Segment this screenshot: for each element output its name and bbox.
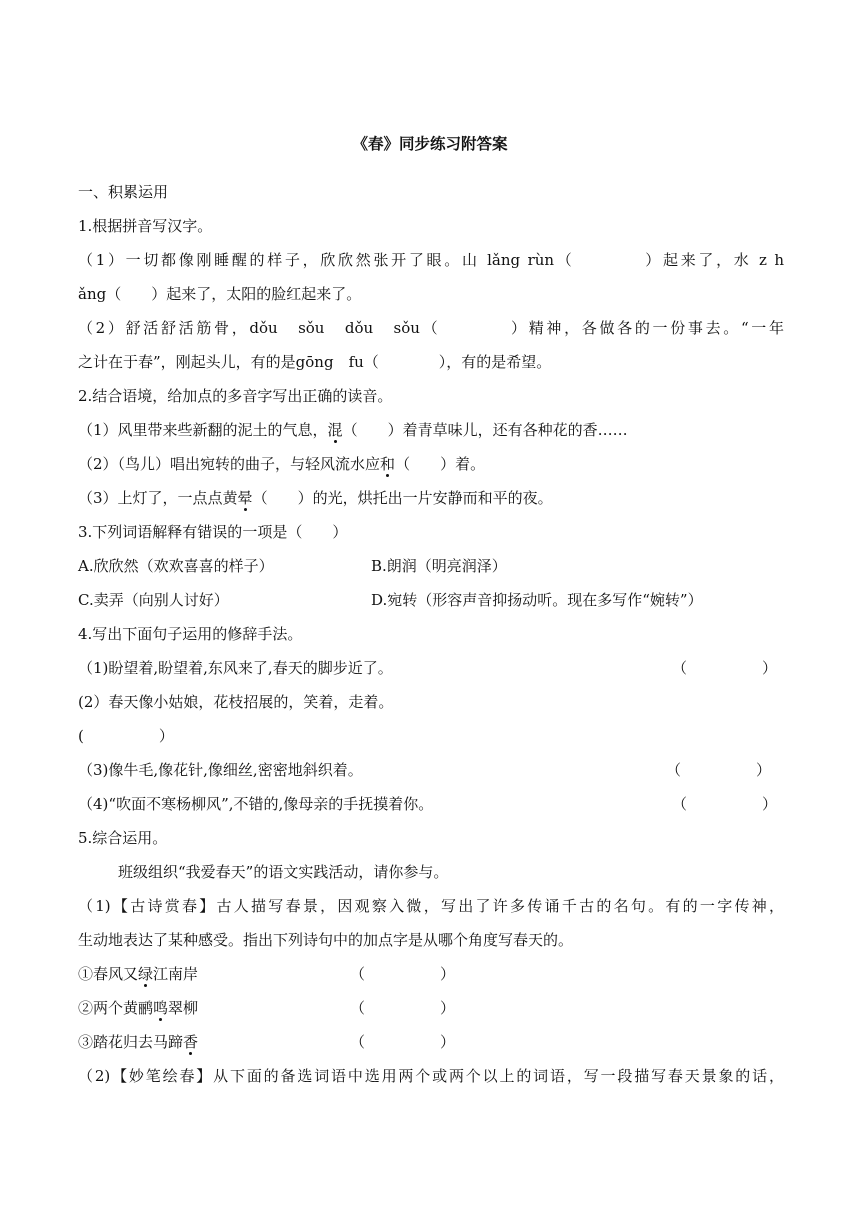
- dotted-character: 香: [183, 1033, 199, 1051]
- question-4-item-4: [78, 792, 784, 816]
- dotted-character: 混: [327, 421, 343, 439]
- poem-line-1: [78, 962, 784, 986]
- question-2-heading: 2.结合语境，给加点的多音字写出正确的读音。: [78, 387, 393, 405]
- dotted-character: 晕: [237, 489, 253, 507]
- question-5-part-1-line-1: （1)【古诗赏春】古人描写春景，因观察入微，写出了许多传诵千古的名句。有的一字传神，: [78, 897, 784, 915]
- poem-text: ①春风又: [78, 965, 139, 983]
- poem-text: ②两个黄鹂: [78, 999, 154, 1017]
- answer-blank: （ ）: [350, 1033, 456, 1051]
- question-5-heading: 5.综合运用。: [78, 829, 168, 847]
- question-1-item-2-line-1: （2）舒活舒活筋骨，dǒu sǒu dǒu sǒu（ ）精神，各做各的一份事去。“一年: [78, 319, 784, 337]
- item-text: （4)“吹面不寒杨柳风”,不错的,像母亲的手抚摸着你。: [78, 795, 434, 813]
- question-1-item-2-line-2: 之计在于春”，刚起头儿，有的是gōng fu（ ），有的是希望。: [78, 353, 552, 371]
- item-text: （3)像牛毛,像花针,像细丝,密密地斜织着。: [78, 761, 363, 779]
- question-4-item-2: (2）春天像小姑娘，花枝招展的，笑着，走着。: [78, 693, 394, 711]
- question-2-item-3: [78, 486, 784, 510]
- item-text: （ ）着青草味儿，还有各种花的香……: [342, 421, 628, 439]
- question-3-options-row-1: [78, 554, 784, 578]
- question-5-part-2-line-1: （2)【妙笔绘春】从下面的备选词语中选用两个或两个以上的词语，写一段描写春天景象的话，: [78, 1067, 784, 1085]
- option-a: A.欣欣然（欢欢喜喜的样子）: [78, 557, 274, 575]
- question-4-heading: 4.写出下面句子运用的修辞手法。: [78, 625, 303, 643]
- dotted-character: 鸣: [153, 999, 169, 1017]
- question-3-options-row-2: [78, 588, 784, 612]
- poem-text: 江南岸: [153, 965, 199, 983]
- dotted-character: 绿: [138, 965, 154, 983]
- question-1-item-1-line-2: ǎng（ ）起来了，太阳的脸红起来了。: [78, 285, 362, 303]
- poem-text: ③踏花归去马蹄: [78, 1033, 184, 1051]
- poem-line-3: [78, 1030, 784, 1054]
- question-3-heading: 3.下列词语解释有错误的一项是（ ）: [78, 523, 348, 541]
- option-c: C.卖弄（向别人讨好）: [78, 591, 229, 609]
- answer-blank: （ ）: [350, 965, 456, 983]
- answer-blank: ( ）: [78, 727, 174, 745]
- page-title: 《春》同步练习附答案: [352, 135, 508, 153]
- item-text: （2）（鸟儿）唱出宛转的曲子，与轻风流水应: [78, 455, 381, 473]
- option-b: B.朗润（明亮润泽）: [371, 557, 507, 575]
- dotted-character: 和: [380, 455, 396, 473]
- question-1-heading: 1.根据拼音写汉字。: [78, 217, 213, 235]
- poem-line-2: [78, 996, 784, 1020]
- item-text: （3）上灯了，一点点黄: [78, 489, 238, 507]
- item-text: （1）风里带来些新翻的泥土的气息，: [78, 421, 328, 439]
- item-text: （ ）着。: [395, 455, 486, 473]
- question-5-part-1-line-2: 生动地表达了某种感受。指出下列诗句中的加点字是从哪个角度写春天的。: [78, 931, 574, 949]
- answer-blank: （ ）: [666, 761, 772, 779]
- section-heading: 一、积累运用: [78, 183, 169, 201]
- answer-blank: （ ）: [672, 795, 778, 813]
- item-text: （1)盼望着,盼望着,东风来了,春天的脚步近了。: [78, 659, 393, 677]
- question-4-item-1: [78, 656, 784, 680]
- question-1-item-1-line-1: （1）一切都像刚睡醒的样子，欣欣然张开了眼。山 lǎng rùn（ ）起来了，水 z h: [78, 251, 784, 269]
- answer-blank: （ ）: [350, 999, 456, 1017]
- item-text: （ ）的光，烘托出一片安静而和平的夜。: [252, 489, 553, 507]
- question-4-item-3: [78, 758, 784, 782]
- poem-text: 翠柳: [168, 999, 199, 1017]
- question-5-intro: 班级组织“我爱春天”的语文实践活动，请你参与。: [118, 863, 449, 881]
- question-2-item-2: [78, 452, 784, 476]
- option-d: D.宛转（形容声音抑扬动听。现在多写作“婉转”）: [371, 591, 703, 609]
- question-2-item-1: [78, 418, 784, 442]
- answer-blank: （ ）: [672, 659, 778, 677]
